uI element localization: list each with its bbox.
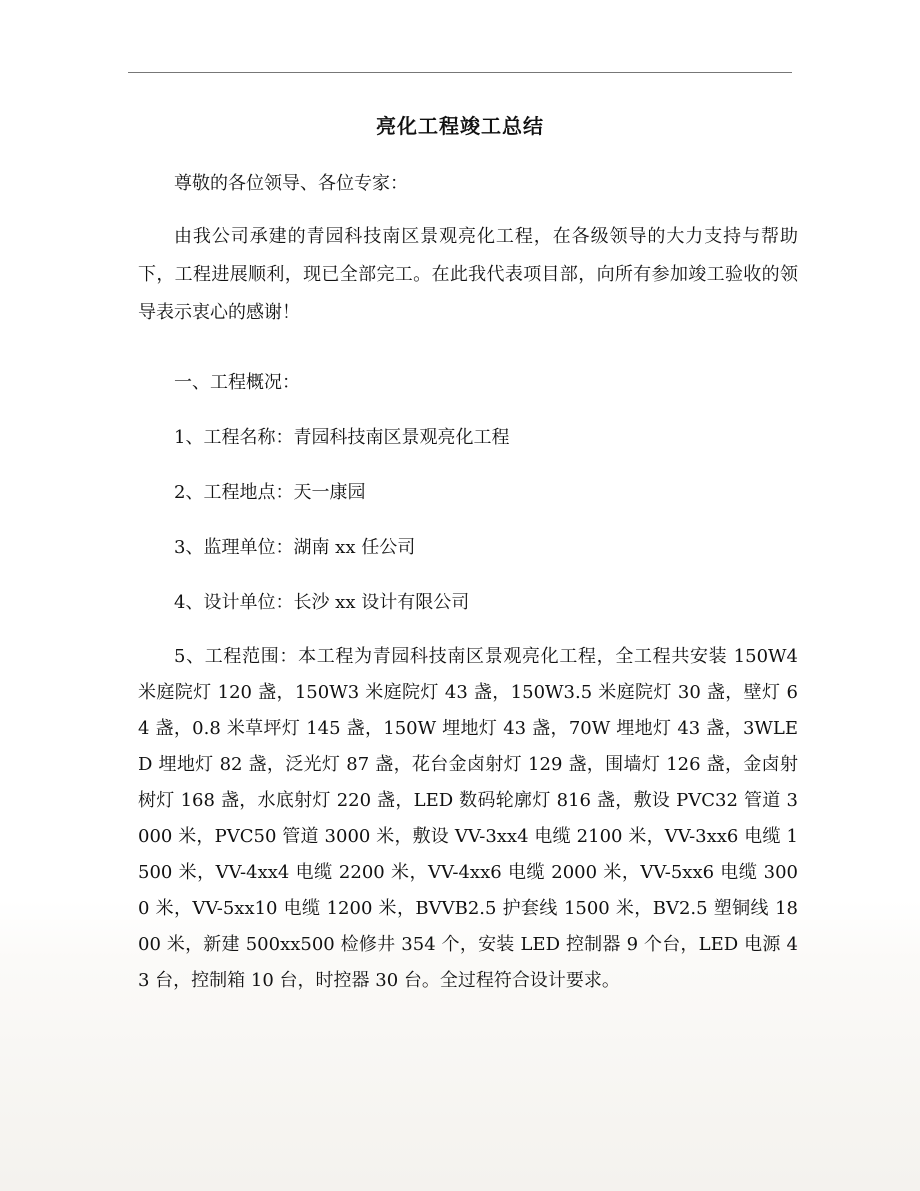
intro-paragraph bbox=[138, 218, 798, 332]
overview-item-text: 1、工程名称：青园科技南区景观亮化工程 bbox=[174, 427, 510, 448]
overview-item-name bbox=[138, 419, 798, 457]
overview-item-text: 2、工程地点：天一康园 bbox=[174, 482, 366, 503]
intro-text: 由我公司承建的青园科技南区景观亮化工程，在各级领导的大力支持与帮助下，工程进展顺利，现已全部完工。在此我代表项目部，向所有参加竣工验收的领导表示衷心的感谢！ bbox=[138, 226, 798, 323]
overview-item-text: 4、设计单位：长沙 xx 设计有限公司 bbox=[174, 592, 470, 613]
salutation-text: 尊敬的各位领导、各位专家： bbox=[174, 173, 408, 194]
overview-item-supervisor bbox=[138, 529, 798, 567]
overview-item-text: 5、工程范围：本工程为青园科技南区景观亮化工程，全工程共安装 150W4 米庭院灯 120 盏，150W3 米庭院灯 43 盏，150W3.5 米庭院灯 30 盏，壁灯 64 盏，0.8 米草坪灯 145 盏，150W 埋地灯 43 盏，70W 埋地灯 43 盏，3WLED 埋地灯 82 盏，泛光灯 87 盏，花台金卤射灯 129 盏，围墙灯 126 盏，金卤射树灯 168 盏，水底射灯 220 盏，LED 数码轮廓灯 816 盏，敷设 PVC32 管道 3000 米，PVC50 管道 3000 米，敷设 VV-3xx4 电缆 2100 米，VV-3xx6 电缆 1500 米，VV-4xx4 电缆 2200 米，VV-4xx6 电缆 2000 米，VV-5xx6 电缆 3000 米，VV-5xx10 电缆 1200 米，BVVB2.5 护套线 1500 米，BV2.5 塑铜线 1800 米，新建 500xx500 检修井 354 个，安装 LED 控制器 9 个台，LED 电源 43 台，控制箱 10 台，时控器 30 台。全过程符合设计要求。 bbox=[138, 646, 798, 991]
overview-item-scope bbox=[138, 639, 798, 999]
section-heading-text: 一、工程概况： bbox=[174, 372, 300, 393]
header-rule bbox=[128, 72, 792, 73]
section-heading bbox=[138, 364, 798, 402]
overview-item-text: 3、监理单位：湖南 xx 任公司 bbox=[174, 537, 416, 558]
overview-item-location bbox=[138, 474, 798, 512]
salutation bbox=[138, 165, 798, 203]
document-title: 亮化工程竣工总结 bbox=[376, 114, 544, 138]
overview-item-designer bbox=[138, 584, 798, 622]
